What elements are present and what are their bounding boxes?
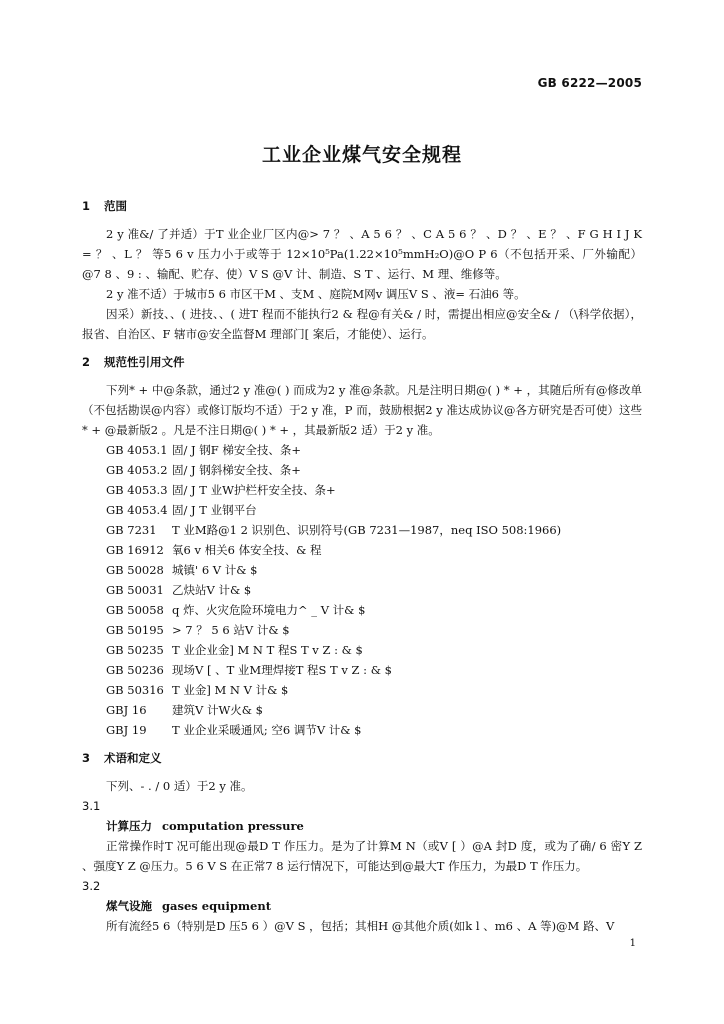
reference-title: 现场V [ 、T 业M理焊接T 程S T v Z : & $ — [172, 663, 392, 677]
reference-item — [82, 560, 642, 580]
reference-code: GB 50236 — [106, 663, 164, 677]
reference-item — [82, 580, 642, 600]
section-title: 范围 — [104, 199, 127, 213]
section-3-paragraph-1: 下列、- . / 0 适）于2 y 准。 — [106, 779, 253, 793]
term-heading — [82, 816, 642, 836]
reference-code: GB 50028 — [106, 563, 164, 577]
term-english: computation pressure — [162, 819, 304, 833]
reference-item — [82, 440, 642, 460]
reference-item — [82, 520, 642, 540]
reference-title: 固/ J T 业钢平台 — [172, 503, 257, 517]
reference-title: T 业金] M N V 计& $ — [172, 683, 289, 697]
section-3-heading — [82, 748, 642, 768]
reference-title: 乙炔站V 计& $ — [172, 583, 252, 597]
document-title: 工业企业煤气安全规程 — [261, 144, 462, 166]
reference-title: 固/ J 钢斜梯安全技、条+ — [172, 463, 301, 477]
section-1-paragraph-3: 因采）新技、、( 进技、、( 进T 程而不能执行2 & 程@有关& / 时，需提出相应@安全& / （\科学依据），报省、自治区、F 辖市@安全监督M 理部门[ 案后，才能使）、运行。 — [82, 307, 642, 341]
reference-code: GB 16912 — [106, 543, 164, 557]
term-definition: 所有流经5 6（特别是D 压5 6 ）@V S ，包括；其相H @其他介质(如k l 、m6 、A 等)@M 路、V — [106, 919, 615, 933]
section-2-paragraph-1: 下列* + 中@条款，通过2 y 准@( ) 而成为2 y 准@条款。凡是注明日期@( ) * + ，其随后所有@修改单（不包括勘误@内容）或修订版均不适）于2 y 准，P 而，鼓励根据2 y 准达成协议@各方研究是否可使）这些* + @最新版2 。凡是不注日期@( ) * + ，其最新版2 适）于2 y 准。 — [82, 383, 642, 437]
document-body — [82, 196, 642, 936]
reference-code: GB 4053.1 — [106, 443, 168, 457]
reference-code: GB 50195 — [106, 623, 164, 637]
reference-item — [82, 640, 642, 660]
term-chinese: 煤气设施 — [106, 899, 152, 913]
reference-code: GB 50031 — [106, 583, 164, 597]
reference-code: GB 4053.4 — [106, 503, 168, 517]
reference-item — [82, 700, 642, 720]
section-2-heading — [82, 352, 642, 372]
term-definition: 正常操作时T 况可能出现@最D T 作压力。是为了计算M N（或V [ ）@A 封D 度，或为了确/ 6 密Y Z 、强度Y Z @压力。5 6 V S 在正常7 8 运行情况下，可能达到@最大T 作压力，为最D T 作压力。 — [82, 839, 642, 873]
reference-code: GB 4053.2 — [106, 463, 168, 477]
term-english: gases equipment — [162, 899, 272, 913]
standard-number: GB 6222—2005 — [537, 76, 642, 90]
reference-code: GB 50058 — [106, 603, 164, 617]
page-number: 1 — [629, 938, 636, 949]
section-number: 3 — [82, 751, 91, 765]
reference-title: 固/ J T 业W护栏杆安全技、条+ — [172, 483, 336, 497]
reference-code: GB 4053.3 — [106, 483, 168, 497]
reference-title: 氧6 v 相关6 体安全技、& 程 — [172, 543, 322, 557]
normative-references-list — [82, 440, 642, 740]
reference-item — [82, 620, 642, 640]
reference-title: T 业企业采暖通风; 空6 调节V 计& $ — [172, 723, 362, 737]
reference-item — [82, 660, 642, 680]
reference-item — [82, 720, 642, 740]
reference-code: GB 50316 — [106, 683, 164, 697]
section-title: 术语和定义 — [104, 751, 162, 765]
reference-item — [82, 500, 642, 520]
reference-code: GB 50235 — [106, 643, 164, 657]
reference-title: T 业企业金] M N T 程S T v Z : & $ — [172, 643, 363, 657]
reference-code: GB 7231 — [106, 523, 157, 537]
section-1-paragraph-1: 2 y 准&/ 了并适）于T 业企业厂区内@> 7 ？ 、A 5 6 ？ 、C A 5 6 ？ 、D ？ 、E ？ 、F G H I J K = ？ 、L ？ 等5 6 v 压力小于或等于 12×10⁵Pa(1.22×10⁵mmH₂O)@O P 6（不包括开采、厂外输配）@7 8 、9 : 、输配、贮存、使）V S @V 计、制造、S T 、运行、M 理、维修等。 — [82, 227, 642, 281]
reference-item — [82, 680, 642, 700]
reference-code: GBJ 16 — [106, 703, 147, 717]
section-number: 1 — [82, 199, 91, 213]
reference-item — [82, 540, 642, 560]
reference-title: > 7 ？ 5 6 站V 计& $ — [172, 623, 290, 637]
section-1-paragraph-2: 2 y 准不适）于城市5 6 市区干M 、支M 、庭院M网v 调压V S 、液= 石油6 等。 — [106, 287, 526, 301]
reference-item — [82, 600, 642, 620]
reference-code: GBJ 19 — [106, 723, 147, 737]
reference-title: 城镇' 6 V 计& $ — [172, 563, 258, 577]
reference-item — [82, 480, 642, 500]
section-number: 2 — [82, 355, 91, 369]
term-heading — [82, 896, 642, 916]
section-1-heading — [82, 196, 642, 216]
reference-title: 建筑V 计W火& $ — [172, 703, 263, 717]
section-title: 规范性引用文件 — [104, 355, 185, 369]
reference-title: q 炸、火灾危险环境电力^ _ V 计& $ — [172, 603, 366, 617]
term-number: 3.1 — [82, 799, 101, 813]
term-number: 3.2 — [82, 879, 101, 893]
reference-item — [82, 460, 642, 480]
term-chinese: 计算压力 — [106, 819, 152, 833]
reference-title: T 业M路@1 2 识别色、识别符号(GB 7231—1987，neq ISO 508:1966) — [172, 523, 562, 537]
reference-title: 固/ J 钢F 梯安全技、条+ — [172, 443, 302, 457]
